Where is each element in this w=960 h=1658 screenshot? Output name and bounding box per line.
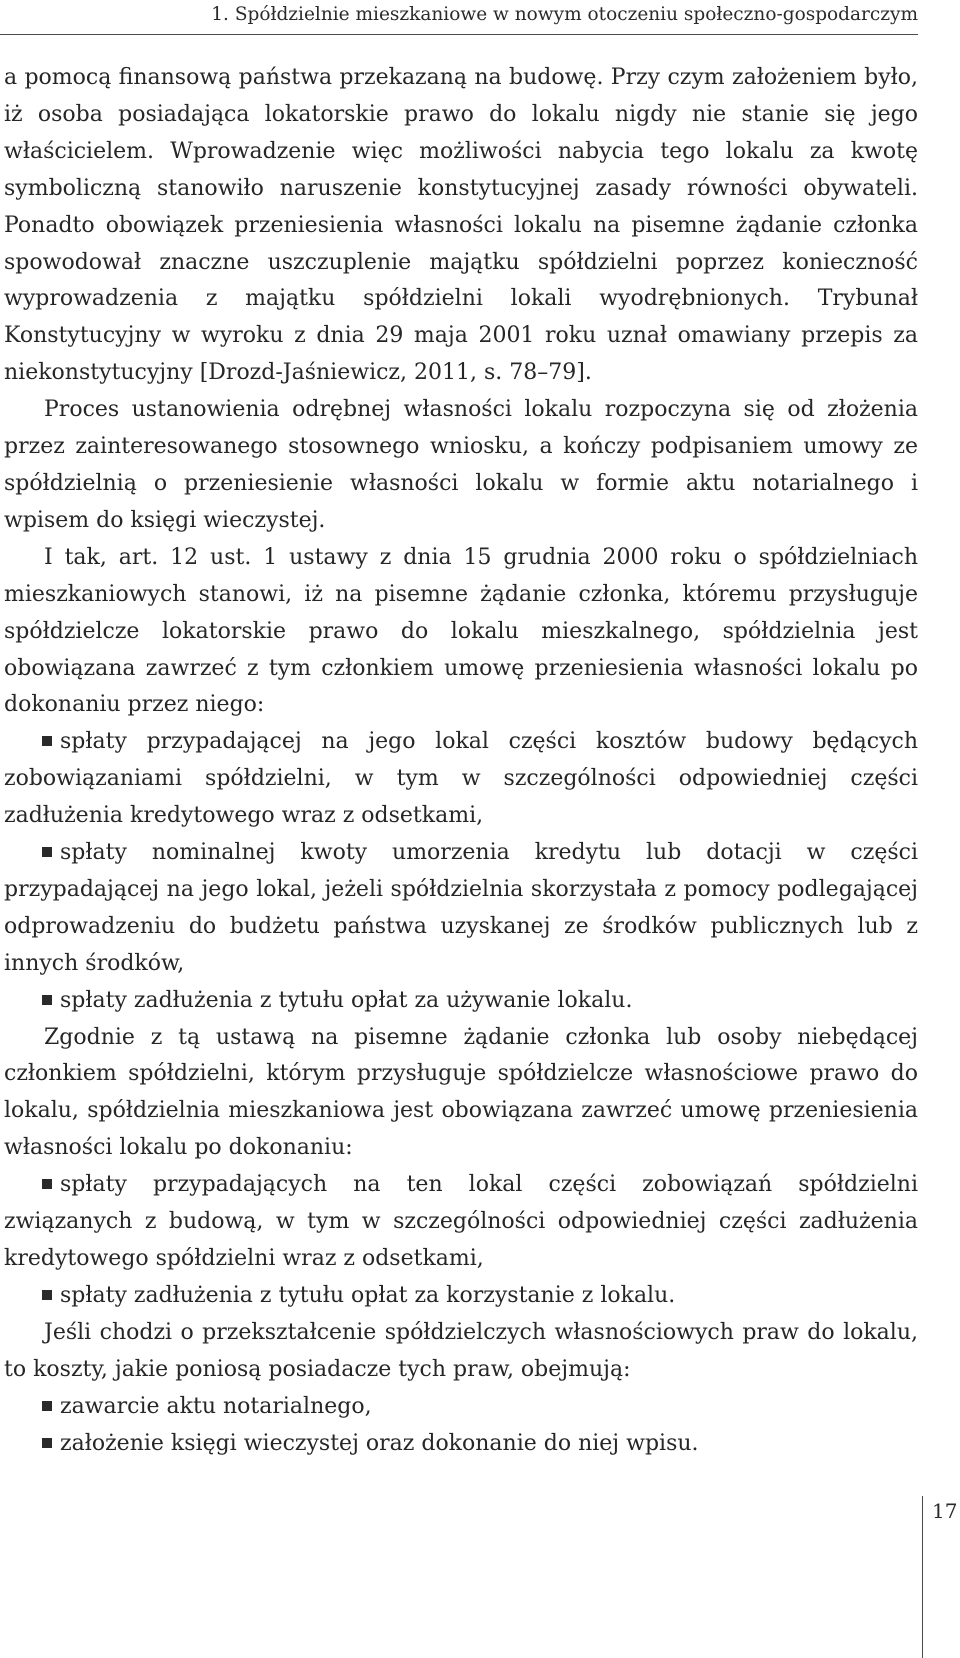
square-bullet-icon (42, 1290, 52, 1300)
list-item-text: spłaty nominalnej kwoty umorzenia kredytu lub dotacji w części przypadającej na jego lokal, jeżeli spółdzielnia skorzystała z pomocy podlegającej odprowadzeniu do budżetu państwa uzyskanej ze środków publicznych lub z innych środków, (4, 840, 918, 976)
square-bullet-icon (42, 736, 52, 746)
square-bullet-icon (42, 847, 52, 857)
header-divider (0, 34, 918, 35)
list-item-text: zawarcie aktu notarialnego, (60, 1393, 372, 1419)
list-item (4, 724, 918, 835)
list-item (4, 835, 918, 983)
paragraph: I tak, art. 12 ust. 1 ustawy z dnia 15 grudnia 2000 roku o spółdzielniach mieszkaniowych stanowi, iż na pisemne żądanie członka, któremu przysługuje spółdzielcze lokatorskie prawo do lokalu mieszkalnego, spółdzielnia jest obowiązana zawrzeć z tym członkiem umowę przeniesienia własności lokalu po dokonaniu przez niego: (4, 544, 918, 718)
list-item (4, 983, 918, 1020)
list-item (4, 1389, 918, 1426)
page-body (4, 60, 918, 1462)
list-item-text: spłaty przypadających na ten lokal części zobowiązań spółdzielni związanych z budową, w tym w szczególności odpowiedniej części zadłużenia kredytowego spółdzielni wraz z odsetkami, (4, 1172, 918, 1271)
paragraph: Proces ustanowienia odrębnej własności lokalu rozpoczyna się od złożenia przez zainteresowanego stosownego wniosku, a kończy podpisaniem umowy ze spółdzielnią o przeniesienie własności lokalu w formie aktu notarialnego i wpisem do księgi wieczystej. (4, 397, 918, 533)
paragraph: Jeśli chodzi o przekształcenie spółdzielczych własnościowych praw do lokalu, to koszty, jakie poniosą posiadacze tych praw, obejmują: (4, 1319, 918, 1382)
bullet-list (4, 724, 918, 1019)
list-item-text: spłaty zadłużenia z tytułu opłat za korzystanie z lokalu. (60, 1282, 676, 1308)
list-item (4, 1278, 918, 1315)
list-item-text: założenie księgi wieczystej oraz dokonanie do niej wpisu. (60, 1430, 699, 1456)
running-header-title: 1. Spółdzielnie mieszkaniowe w nowym otoczeniu społeczno-gospodarczym (211, 4, 918, 25)
page-number: 17 (932, 1499, 958, 1523)
square-bullet-icon (42, 995, 52, 1005)
footer-divider (922, 1496, 923, 1658)
list-item (4, 1426, 918, 1463)
list-item (4, 1167, 918, 1278)
list-item-text: spłaty przypadającej na jego lokal części kosztów budowy będących zobowiązaniami spółdzielni, w tym w szczególności odpowiedniej części zadłużenia kredytowego wraz z odsetkami, (4, 729, 918, 829)
square-bullet-icon (42, 1438, 52, 1448)
square-bullet-icon (42, 1179, 52, 1189)
bullet-list (4, 1167, 918, 1315)
paragraph: a pomocą finansową państwa przekazaną na budowę. Przy czym założeniem było, iż osoba posiadająca lokatorskie prawo do lokalu nigdy nie stanie się jego właścicielem. Wprowadzenie więc możliwości nabycia tego lokalu za kwotę symboliczną stanowiło naruszenie konstytucyjnej zasady równości obywateli. Ponadto obowiązek przeniesienia własności lokalu na pisemne żądanie członka spowodował znaczne uszczuplenie majątku spółdzielni poprzez konieczność wyprowadzenia z majątku spółdzielni lokali wyodrębnionych. Trybunał Konstytucyjny w wyroku z dnia 29 maja 2001 roku uznał omawiany przepis za niekonstytucyjny [Drozd-Jaśniewicz, 2011, s. 78–79]. (4, 65, 918, 386)
running-header (0, 0, 918, 38)
list-item-text: spłaty zadłużenia z tytułu opłat za używanie lokalu. (60, 987, 633, 1013)
bullet-list (4, 1389, 918, 1463)
square-bullet-icon (42, 1401, 52, 1411)
paragraph: Zgodnie z tą ustawą na pisemne żądanie członka lub osoby niebędącej członkiem spółdzielni, którym przysługuje spółdzielcze własnościowe prawo do lokalu, spółdzielnia mieszkaniowa jest obowiązana zawrzeć umowę przeniesienia własności lokalu po dokonaniu: (4, 1024, 918, 1161)
